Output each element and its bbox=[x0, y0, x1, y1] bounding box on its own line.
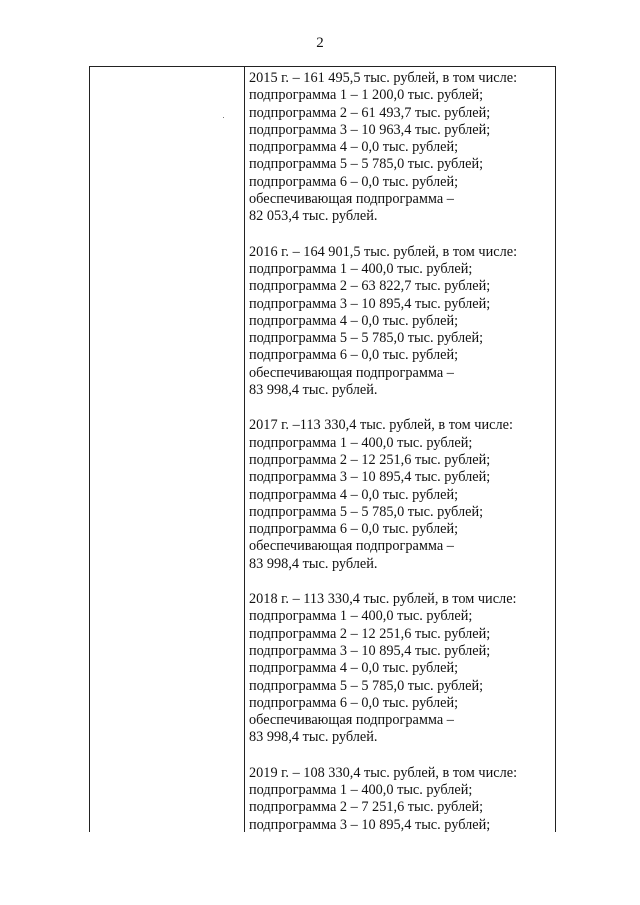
subprogram-line: обеспечивающая подпрограмма – bbox=[249, 364, 454, 381]
funding-year-block bbox=[249, 765, 551, 834]
subprogram-line: подпрограмма 2 – 12 251,6 тыс. рублей; bbox=[249, 451, 491, 468]
subprogram-line: подпрограмма 1 – 400,0 тыс. рублей; bbox=[249, 781, 473, 798]
subprogram-line: 83 998,4 тыс. рублей. bbox=[249, 382, 378, 399]
table-left-cell bbox=[90, 67, 245, 832]
funding-table bbox=[89, 66, 556, 832]
subprogram-line: подпрограмма 1 – 400,0 тыс. рублей; bbox=[249, 434, 473, 451]
subprogram-line: подпрограмма 4 – 0,0 тыс. рублей; bbox=[249, 660, 459, 677]
subprogram-line: подпрограмма 6 – 0,0 тыс. рублей; bbox=[249, 347, 459, 364]
subprogram-line: подпрограмма 3 – 10 895,4 тыс. рублей; bbox=[249, 642, 491, 659]
subprogram-line: подпрограмма 3 – 10 963,4 тыс. рублей; bbox=[249, 121, 491, 138]
funding-year-block bbox=[249, 417, 551, 573]
funding-year-block bbox=[249, 244, 551, 400]
year-total-line: 2017 г. –113 330,4 тыс. рублей, в том числе: bbox=[249, 417, 513, 434]
funding-year-block bbox=[249, 70, 551, 226]
subprogram-line: подпрограмма 5 – 5 785,0 тыс. рублей; bbox=[249, 503, 484, 520]
subprogram-line: подпрограмма 6 – 0,0 тыс. рублей; bbox=[249, 694, 459, 711]
subprogram-line: 83 998,4 тыс. рублей. bbox=[249, 729, 378, 746]
subprogram-line: подпрограмма 5 – 5 785,0 тыс. рублей; bbox=[249, 330, 484, 347]
scan-speck bbox=[223, 117, 224, 118]
year-total-line: 2016 г. – 164 901,5 тыс. рублей, в том числе: bbox=[249, 243, 518, 260]
subprogram-line: подпрограмма 5 – 5 785,0 тыс. рублей; bbox=[249, 156, 484, 173]
subprogram-line: подпрограмма 3 – 10 895,4 тыс. рублей; bbox=[249, 469, 491, 486]
subprogram-line: 83 998,4 тыс. рублей. bbox=[249, 555, 378, 572]
year-total-line: 2015 г. – 161 495,5 тыс. рублей, в том числе: bbox=[249, 70, 518, 86]
subprogram-line: обеспечивающая подпрограмма – bbox=[249, 191, 454, 208]
subprogram-line: подпрограмма 4 – 0,0 тыс. рублей; bbox=[249, 139, 459, 156]
subprogram-line: подпрограмма 2 – 63 822,7 тыс. рублей; bbox=[249, 278, 491, 295]
funding-year-block bbox=[249, 591, 551, 747]
year-total-line: 2018 г. – 113 330,4 тыс. рублей, в том числе: bbox=[249, 591, 517, 608]
subprogram-line: подпрограмма 2 – 12 251,6 тыс. рублей; bbox=[249, 625, 491, 642]
subprogram-line: подпрограмма 2 – 61 493,7 тыс. рублей; bbox=[249, 104, 491, 121]
subprogram-line: подпрограмма 6 – 0,0 тыс. рублей; bbox=[249, 521, 459, 538]
subprogram-line: подпрограмма 1 – 400,0 тыс. рублей; bbox=[249, 608, 473, 625]
subprogram-line: подпрограмма 4 – 0,0 тыс. рублей; bbox=[249, 312, 459, 329]
subprogram-line: подпрограмма 5 – 5 785,0 тыс. рублей; bbox=[249, 677, 484, 694]
subprogram-line: подпрограмма 2 – 7 251,6 тыс. рублей; bbox=[249, 799, 484, 816]
subprogram-line: подпрограмма 3 – 10 895,4 тыс. рублей; bbox=[249, 295, 491, 312]
subprogram-line: обеспечивающая подпрограмма – bbox=[249, 712, 454, 729]
subprogram-line: обеспечивающая подпрограмма – bbox=[249, 538, 454, 555]
subprogram-line: 82 053,4 тыс. рублей. bbox=[249, 208, 378, 225]
page-number: 2 bbox=[316, 35, 324, 51]
subprogram-line: подпрограмма 4 – 0,0 тыс. рублей; bbox=[249, 486, 459, 503]
subprogram-line: подпрограмма 1 – 1 200,0 тыс. рублей; bbox=[249, 87, 484, 104]
table-right-cell bbox=[245, 67, 555, 832]
subprogram-line: подпрограмма 6 – 0,0 тыс. рублей; bbox=[249, 173, 459, 190]
subprogram-line: подпрограмма 1 – 400,0 тыс. рублей; bbox=[249, 260, 473, 277]
subprogram-line: подпрограмма 3 – 10 895,4 тыс. рублей; bbox=[249, 816, 491, 833]
year-total-line: 2019 г. – 108 330,4 тыс. рублей, в том числе: bbox=[249, 764, 518, 781]
